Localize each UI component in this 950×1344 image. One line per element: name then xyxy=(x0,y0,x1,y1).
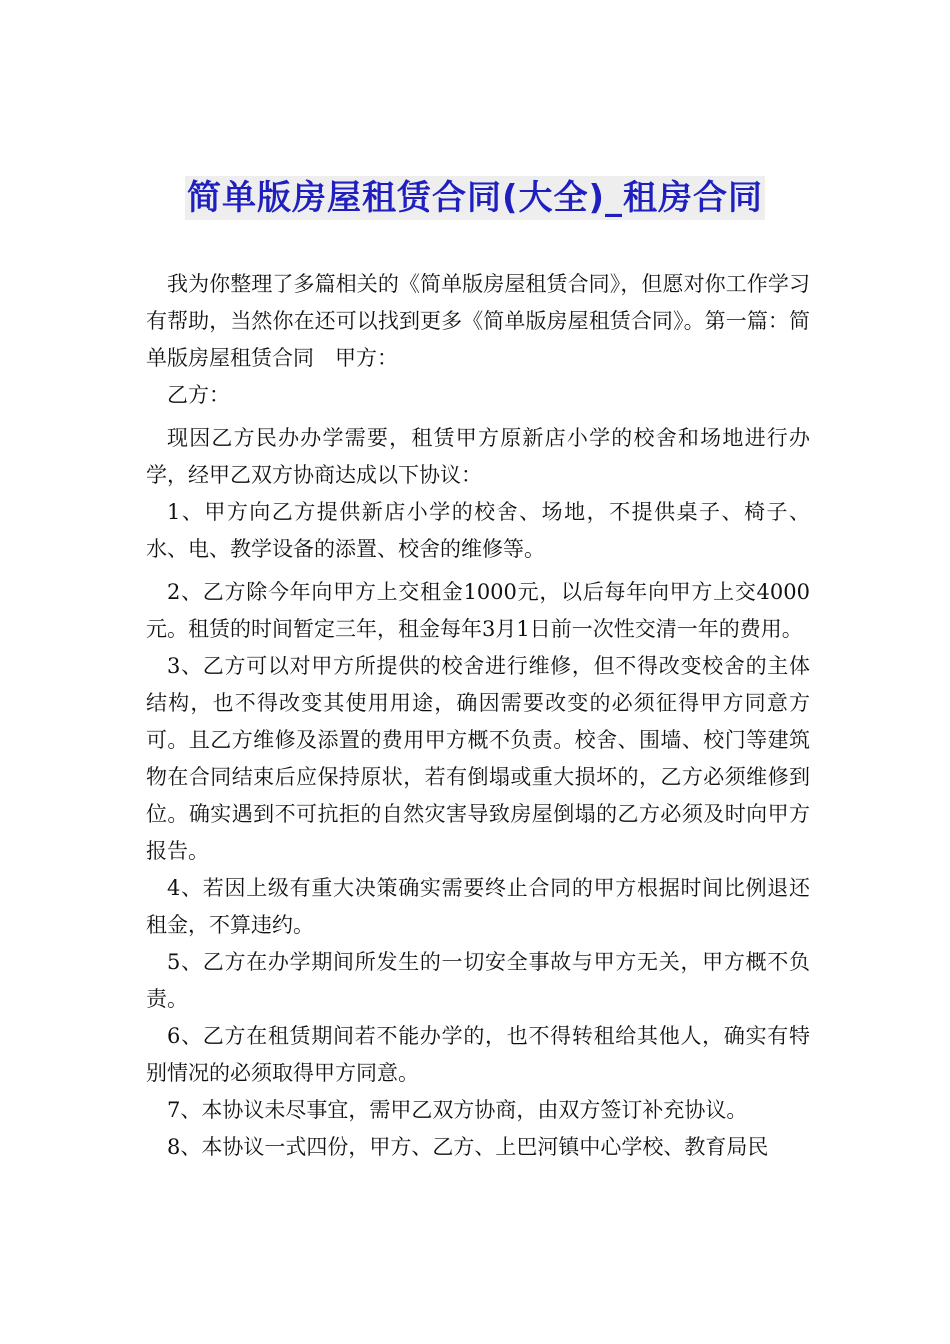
document-title: 简单版房屋租赁合同(大全)_租房合同 xyxy=(186,178,764,218)
clause-2: 2、乙方除今年向甲方上交租金1000元，以后每年向甲方上交4000元。租赁的时间暂定三年，租金每年3月1日前一次性交清一年的费用。 xyxy=(146,580,810,641)
clause-1: 1、甲方向乙方提供新店小学的校舍、场地，不提供桌子、椅子、水、电、教学设备的添置、校舍的维修等。 xyxy=(146,500,810,561)
clause-3: 3、乙方可以对甲方所提供的校舍进行维修，但不得改变校舍的主体结构，也不得改变其使用用途，确因需要改变的必须征得甲方同意方可。且乙方维修及添置的费用甲方概不负责。校舍、围墙、校门等建筑物在合同结束后应保持原状，若有倒塌或重大损坏的，乙方必须维修到位。确实遇到不可抗拒的自然灾害导致房屋倒塌的乙方必须及时向甲方报告。 xyxy=(146,654,810,863)
clause-4: 4、若因上级有重大决策确实需要终止合同的甲方根据时间比例退还租金，不算违约。 xyxy=(146,876,810,937)
intro-paragraph: 我为你整理了多篇相关的《简单版房屋租赁合同》，但愿对你工作学习有帮助，当然你在还可以找到更多《简单版房屋租赁合同》。第一篇：简单版房屋租赁合同 甲方： xyxy=(146,272,810,370)
clause-7: 7、本协议未尽事宜，需甲乙双方协商，由双方签订补充协议。 xyxy=(167,1098,748,1122)
preamble-paragraph: 现因乙方民办办学需要，租赁甲方原新店小学的校舍和场地进行办学，经甲乙双方协商达成以下协议： xyxy=(146,426,810,487)
title-container xyxy=(0,176,950,220)
clause-5: 5、乙方在办学期间所发生的一切安全事故与甲方无关，甲方概不负责。 xyxy=(146,950,810,1011)
document-body xyxy=(146,266,810,1166)
clause-6: 6、乙方在租赁期间若不能办学的，也不得转租给其他人，确实有特别情况的必须取得甲方同意。 xyxy=(146,1024,810,1085)
party-b-line: 乙方： xyxy=(167,383,230,407)
clause-8: 8、本协议一式四份，甲方、乙方、上巴河镇中心学校、教育局民 xyxy=(167,1135,769,1159)
